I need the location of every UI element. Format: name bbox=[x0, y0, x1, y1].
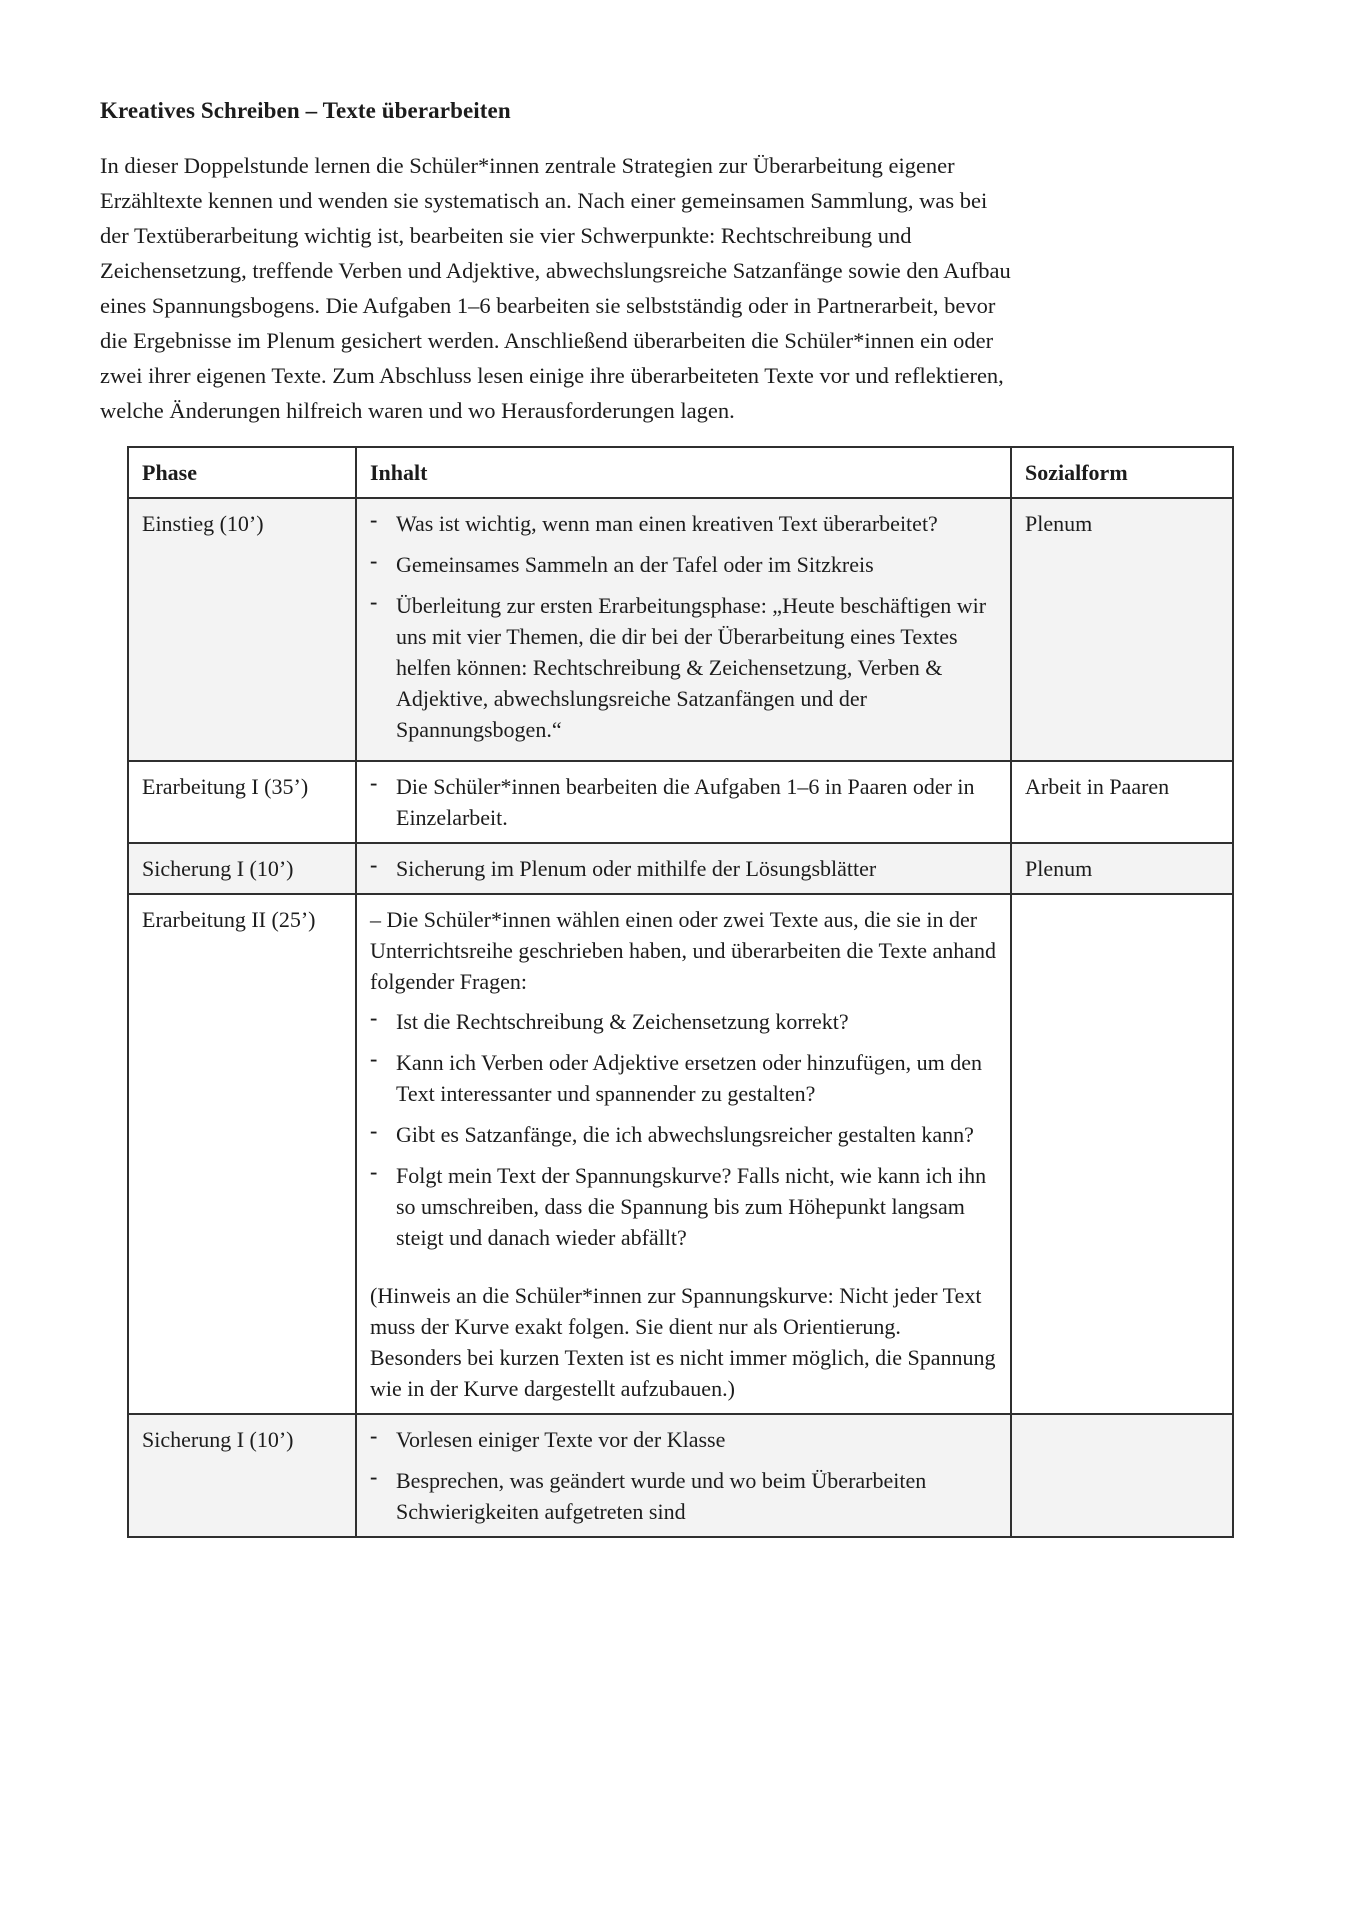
cell-note-paragraph: (Hinweis an die Schüler*innen zur Spannungskurve: Nicht jeder Text muss der Kurve exakt folgen. Sie dient nur als Orientierung. Besonders bei kurzen Texten ist es nicht immer möglich, die Spannung wie in der Kurve dargestellt aufzubauen.) bbox=[370, 1283, 996, 1401]
list-item-text: Sicherung im Plenum oder mithilfe der Lösungsblätter bbox=[396, 856, 877, 881]
list-item-text: Folgt mein Text der Spannungskurve? Falls nicht, wie kann ich ihn so umschreiben, dass die Spannung bis zum Höhepunkt langsam steigt und danach wieder abfällt? bbox=[396, 1163, 987, 1250]
list-item bbox=[370, 508, 996, 539]
bullet-list bbox=[370, 1424, 996, 1527]
list-item bbox=[370, 1047, 996, 1109]
bullet-dash: - bbox=[370, 507, 378, 532]
column-header-sozialform: Sozialform bbox=[1011, 447, 1233, 498]
list-item-text: Die Schüler*innen bearbeiten die Aufgaben 1–6 in Paaren oder in Einzelarbeit. bbox=[396, 774, 975, 830]
sozialform-cell: Arbeit in Paaren bbox=[1011, 761, 1233, 843]
bullet-list bbox=[370, 1006, 996, 1253]
sozialform-cell: Plenum bbox=[1011, 498, 1233, 761]
bullet-list bbox=[370, 771, 996, 833]
bullet-dash: - bbox=[370, 1005, 378, 1030]
bullet-dash: - bbox=[370, 1159, 378, 1184]
list-item-text: Kann ich Verben oder Adjektive ersetzen oder hinzufügen, um den Text interessanter und spannender zu gestalten? bbox=[396, 1050, 983, 1106]
list-item bbox=[370, 1465, 996, 1527]
list-item bbox=[370, 549, 996, 580]
bullet-list bbox=[370, 508, 996, 745]
inhalt-cell bbox=[356, 843, 1011, 894]
bullet-dash: - bbox=[370, 852, 378, 877]
inhalt-cell bbox=[356, 894, 1011, 1414]
bullet-dash: - bbox=[370, 548, 378, 573]
list-item-text: Ist die Rechtschreibung & Zeichensetzung korrekt? bbox=[396, 1009, 849, 1034]
list-item-text: Gibt es Satzanfänge, die ich abwechslungsreicher gestalten kann? bbox=[396, 1122, 974, 1147]
bullet-dash: - bbox=[370, 589, 378, 614]
table-header-row bbox=[128, 447, 1233, 498]
list-item bbox=[370, 1160, 996, 1253]
bullet-dash: - bbox=[370, 1423, 378, 1448]
inhalt-cell bbox=[356, 1414, 1011, 1537]
table-row-sicherung-2 bbox=[128, 1414, 1233, 1537]
column-header-inhalt: Inhalt bbox=[356, 447, 1011, 498]
sozialform-cell: Plenum bbox=[1011, 843, 1233, 894]
list-item-text: Was ist wichtig, wenn man einen kreativen Text überarbeitet? bbox=[396, 511, 938, 536]
lesson-plan-table bbox=[127, 446, 1234, 1538]
list-item bbox=[370, 590, 996, 745]
table-row-erarbeitung-1 bbox=[128, 761, 1233, 843]
bullet-list bbox=[370, 853, 996, 884]
bullet-dash: - bbox=[370, 1046, 378, 1071]
page-title: Kreatives Schreiben – Texte überarbeiten bbox=[100, 98, 511, 123]
sozialform-cell bbox=[1011, 894, 1233, 1414]
phase-cell: Erarbeitung I (35’) bbox=[128, 761, 356, 843]
phase-cell: Erarbeitung II (25’) bbox=[128, 894, 356, 1414]
list-item-text: Gemeinsames Sammeln an der Tafel oder im Sitzkreis bbox=[396, 552, 874, 577]
table-row-einstieg bbox=[128, 498, 1233, 761]
inhalt-cell bbox=[356, 498, 1011, 761]
cell-lead-paragraph: – Die Schüler*innen wählen einen oder zwei Texte aus, die sie in der Unterrichtsreihe geschrieben haben, und überarbeiten die Texte anhand folgender Fragen: bbox=[370, 907, 997, 994]
list-item-text: Besprechen, was geändert wurde und wo beim Überarbeiten Schwierigkeiten aufgetreten sind bbox=[396, 1468, 927, 1524]
table-row-erarbeitung-2 bbox=[128, 894, 1233, 1414]
column-header-phase: Phase bbox=[128, 447, 356, 498]
table-row-sicherung-1 bbox=[128, 843, 1233, 894]
bullet-dash: - bbox=[370, 1118, 378, 1143]
phase-cell: Sicherung I (10’) bbox=[128, 843, 356, 894]
list-item-text: Vorlesen einiger Texte vor der Klasse bbox=[396, 1427, 726, 1452]
sozialform-cell bbox=[1011, 1414, 1233, 1537]
list-item bbox=[370, 1006, 996, 1037]
list-item-text: Überleitung zur ersten Erarbeitungsphase: „Heute beschäftigen wir uns mit vier Themen, die dir bei der Überarbeitung eines Textes helfen können: Rechtschreibung & Zeichensetzung, Verben & Adjektive, abwechslungsreiche Satzanfängen und der Spannungsbogen.“ bbox=[396, 593, 987, 742]
bullet-dash: - bbox=[370, 770, 378, 795]
list-item bbox=[370, 1119, 996, 1150]
phase-cell: Einstieg (10’) bbox=[128, 498, 356, 761]
intro-paragraph: In dieser Doppelstunde lernen die Schüler*innen zentrale Strategien zur Überarbeitung eigener Erzähltexte kennen und wenden sie systematisch an. Nach einer gemeinsamen Sammlung, was bei der Textüberarbeitung wichtig ist, bearbeiten sie vier Schwerpunkte: Rechtschreibung und Zeichensetzung, treffende Verben und Adjektive, abwechslungsreiche Satzanfänge sowie den Aufbau eines Spannungsbogens. Die Aufgaben 1–6 bearbeiten sie selbstständig oder in Partnerarbeit, bevor die Ergebnisse im Plenum gesichert werden. Anschließend überarbeiten die Schüler*innen ein oder zwei ihrer eigenen Texte. Zum Abschluss lesen einige ihre überarbeiteten Texte vor und reflektieren, welche Änderungen hilfreich waren und wo Herausforderungen lagen. bbox=[100, 153, 1011, 423]
list-item bbox=[370, 853, 996, 884]
list-item bbox=[370, 771, 996, 833]
inhalt-cell bbox=[356, 761, 1011, 843]
bullet-dash: - bbox=[370, 1464, 378, 1489]
list-item bbox=[370, 1424, 996, 1455]
phase-cell: Sicherung I (10’) bbox=[128, 1414, 356, 1537]
